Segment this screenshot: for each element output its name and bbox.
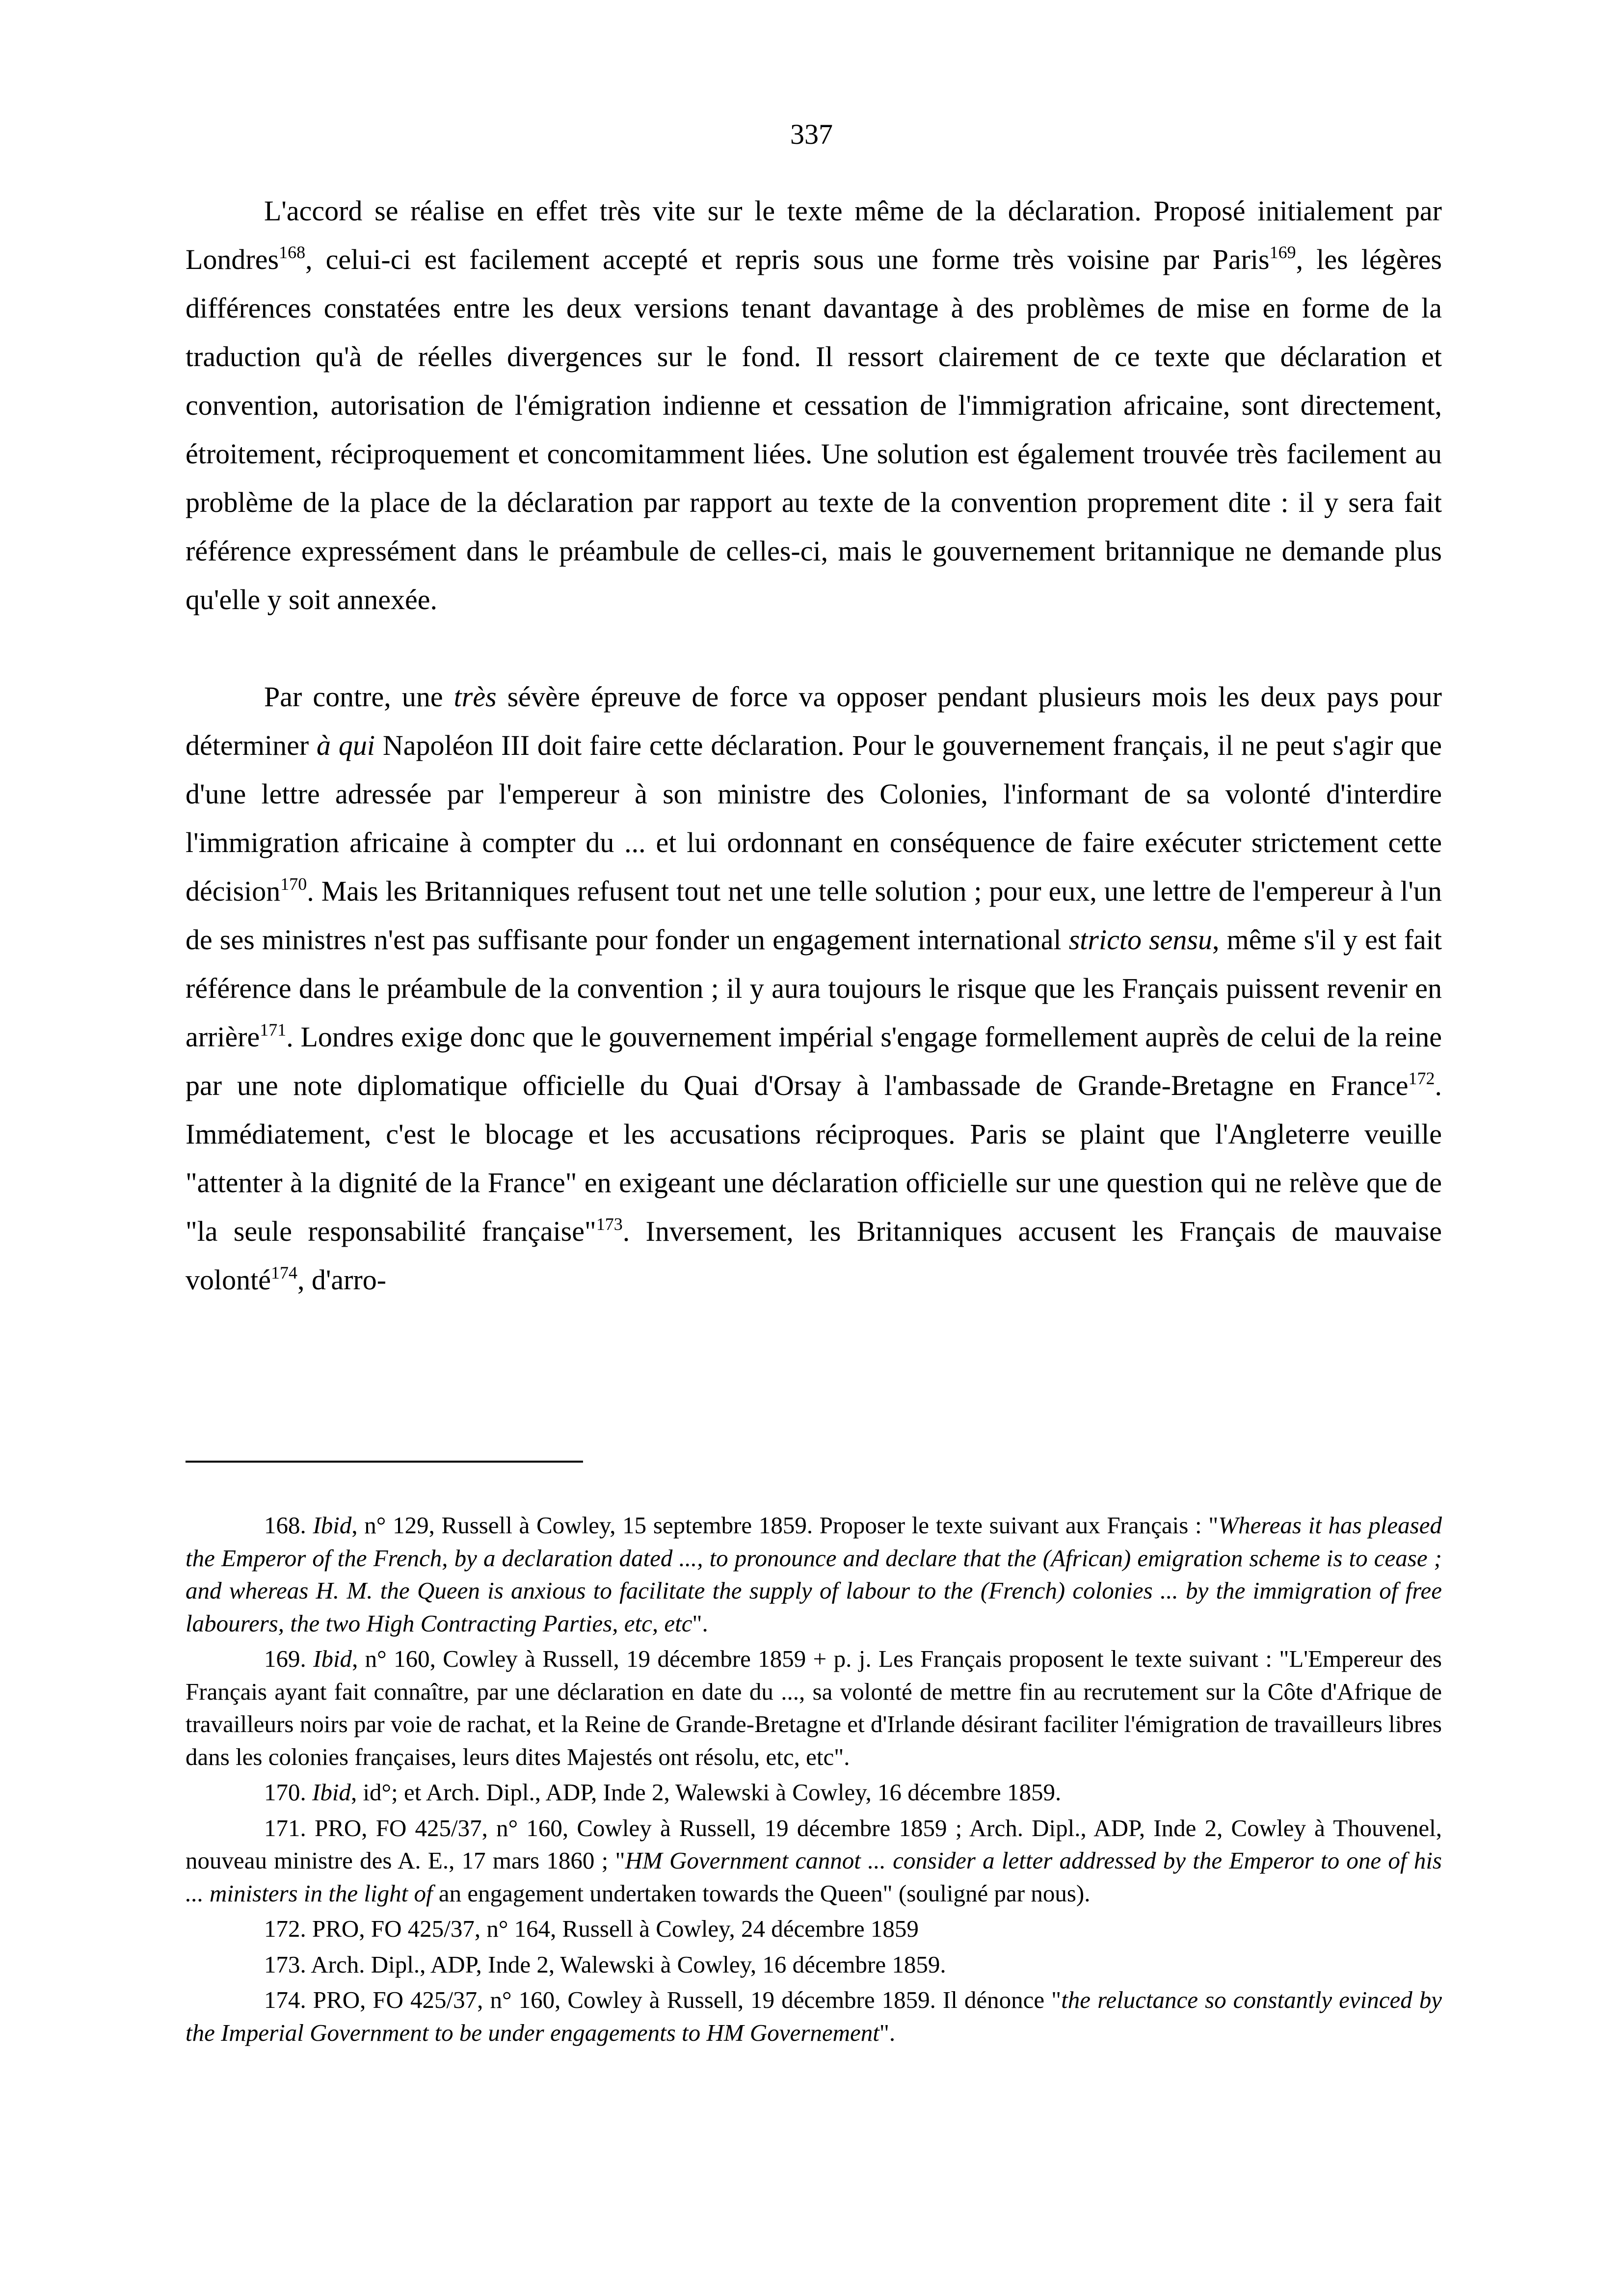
italic-text: the reluctance so constantly evinced by the Imperial Government to be under engagements to HM Governement — [186, 1986, 1442, 2046]
footnotes — [186, 1509, 1442, 2052]
italic-text: à qui — [317, 729, 375, 761]
italic-text: HM Government cannot ... consider a letter addressed by the Emperor to one of his ... ministers in the light of — [186, 1847, 1442, 1907]
footnote-173: 173. Arch. Dipl., ADP, Inde 2, Walewski à Cowley, 16 décembre 1859. — [264, 1950, 946, 1978]
italic-text: très — [453, 681, 497, 713]
footnote-168: 168. Ibid, n° 129, Russell à Cowley, 15 septembre 1859. Proposer le texte suivant aux Français : "Whereas it has pleased the Emperor of the French, by a declaration dated ..., to pronounce and declare that the (African) emigration scheme is to cease ; and whereas H. M. the Queen is anxious to facilitate the supply of labour to the (French) colonies ... by the immigration of free labourers, the two High Contracting Parties, etc, etc". — [186, 1512, 1442, 1637]
body-text — [186, 187, 1442, 1304]
footnote-ref: 169 — [1269, 242, 1296, 262]
footnote-169: 169. Ibid, n° 160, Cowley à Russell, 19 décembre 1859 + p. j. Les Français proposent le texte suivant : "L'Empereur des Français ayant fait connaître, par une déclaration en date du ..., sa volonté de mettre fin au recrutement sur la Côte d'Afrique de travailleurs noirs par voie de rachat, et la Reine de Grande-Bretagne et d'Irlande désirant faciliter l'émigration de travailleurs libres dans les colonies françaises, leurs dites Majestés ont résolu, etc, etc". — [186, 1645, 1442, 1770]
page-number: 337 — [790, 118, 833, 150]
italic-text: Ibid — [313, 1645, 352, 1672]
footnote-ref: 172 — [1408, 1068, 1435, 1088]
footnote-ref: 174 — [270, 1263, 297, 1282]
footnote-separator — [186, 1461, 583, 1463]
footnote-ref: 170 — [280, 874, 307, 894]
footnote-ref: 173 — [596, 1214, 623, 1234]
footnote-170: 170. Ibid, id°; et Arch. Dipl., ADP, Inde 2, Walewski à Cowley, 16 décembre 1859. — [264, 1779, 1062, 1806]
footnote-171: 171. PRO, FO 425/37, n° 160, Cowley à Russell, 19 décembre 1859 ; Arch. Dipl., ADP, Inde 2, Cowley à Thouvenel, nouveau ministre des A. E., 17 mars 1860 ; "HM Government cannot ... consider a letter addressed by the Emperor to one of his ... ministers in the light of an engagement undertaken towards the Queen" (souligné par nous). — [186, 1814, 1442, 1907]
footnote-ref: 171 — [260, 1020, 287, 1040]
italic-text: Ibid — [313, 1512, 352, 1539]
paragraph: Par contre, une très sévère épreuve de force va opposer pendant plusieurs mois les deux pays pour déterminer à qui Napoléon III doit faire cette déclaration. Pour le gouvernement français, il ne peut s'agir que d'une lettre adressée par l'empereur à son ministre des Colonies, l'informant de sa volonté d'interdire l'immigration africaine à compter du ... et lui ordonnant en conséquence de faire exécuter strictement cette décision$^{170}$. Mais les Britanniques refusent tout net une telle solution ; pour eux, une lettre de l'empereur à l'un de ses ministres n'est pas suffisante pour fonder un engagement international stricto sensu, même s'il y est fait référence dans le préambule de la convention ; il y aura toujours le risque que les Français puissent revenir en arrière$^{171}$. Londres exige donc que le gouvernement impérial s'engage formellement auprès de celui de la reine par une note diplomatique officielle du Quai d'Orsay à l'ambassade de Grande-Bretagne en France$^{172}$. Immédiatement, c'est le blocage et les accusations réciproques. Paris se plaint que l'Angleterre veuille "attenter à la dignité de la France" en exigeant une déclaration officielle sur une question qui ne relève que de "la seule responsabilité française"$^{173}$. Inversement, les Britanniques accusent les Français de mauvaise volonté$^{174}$, d'arro- — [186, 681, 1442, 1296]
footnote-174: 174. PRO, FO 425/37, n° 160, Cowley à Russell, 19 décembre 1859. Il dénonce "the reluctance so constantly evinced by the Imperial Government to be under engagements to HM Governement". — [186, 1986, 1442, 2046]
italic-text: Ibid — [312, 1779, 351, 1806]
footnote-ref: 168 — [279, 242, 306, 262]
italic-text: stricto sensu — [1068, 924, 1212, 956]
paragraph: L'accord se réalise en effet très vite sur le texte même de la déclaration. Proposé initialement par Londres$^{168}$, celui-ci est facilement accepté et repris sous une forme très voisine par Paris$^{169}$, les légères différences constatées entre les deux versions tenant davantage à des problèmes de mise en forme de la traduction qu'à de réelles divergences sur le fond. Il ressort clairement de ce texte que déclaration et convention, autorisation de l'émigration indienne et cessation de l'immigration africaine, sont directement, étroitement, réciproquement et concomitamment liées. Une solution est également trouvée très facilement au problème de la place de la déclaration par rapport au texte de la convention proprement dite : il y sera fait référence expressément dans le préambule de celles-ci, mais le gouvernement britannique ne demande plus qu'elle y soit annexée. — [186, 195, 1442, 615]
italic-text: Whereas it has pleased the Emperor of the French, by a declaration dated ..., to pronounce and declare that the (African) emigration scheme is to cease ; and whereas H. M. the Queen is anxious to facilitate the supply of labour to the (French) colonies ... by the immigration of free labourers, the two High Contracting Parties, etc, etc — [186, 1512, 1442, 1637]
footnote-172: 172. PRO, FO 425/37, n° 164, Russell à Cowley, 24 décembre 1859 — [264, 1915, 919, 1942]
